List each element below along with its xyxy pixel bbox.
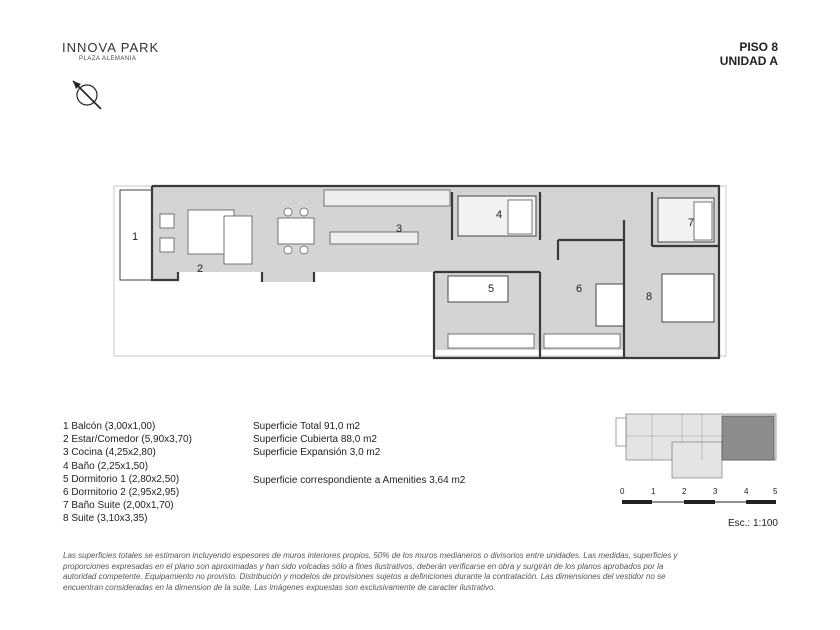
room-number-1: 1 [132,231,139,243]
scale-tick-5: 5 [773,487,778,496]
bedroom-1-bed [448,276,508,302]
floor-plan [112,180,728,360]
room-item: 8 Suite (3,10x3,35) [63,513,148,525]
room-number-4: 4 [496,209,503,221]
scale-tick-1: 1 [651,487,656,496]
kitchen-island [330,232,418,244]
desk-1 [448,334,534,348]
scale-tick-0: 0 [620,487,625,496]
amenities-surface: Superficie correspondiente a Amenities 3,64 m2 [253,475,466,486]
bedroom-2-bed [596,284,624,326]
suite-bed [662,274,714,322]
surface-item: Superficie Cubierta 88,0 m2 [253,434,377,446]
sofa [224,216,252,264]
room-number-5: 5 [488,283,495,295]
room-number-7: 7 [688,217,695,229]
surface-item: Superficie Total 91,0 m2 [253,421,361,432]
room-item: 6 Dormitorio 2 (2,95x2,95) [63,487,180,499]
scale-bar [612,484,782,516]
armchair-bottom [160,238,174,252]
room-item: 3 Cocina (4,25x2,80) [63,447,156,459]
kitchen-counter [324,190,450,206]
room-item: 4 Baño (2,25x1,50) [63,460,149,472]
floor-label: PISO 8 [739,40,778,54]
room-number-2: 2 [197,263,204,275]
brand-name: INNOVA PARK [62,40,160,55]
room-number-6: 6 [576,283,583,295]
armchair-top [160,214,174,228]
room-item: 5 Dormitorio 1 (2,80x2,50) [63,473,180,485]
scale-tick-3: 3 [713,487,718,496]
desk-2 [544,334,620,348]
surface-item: Superficie Expansión 3,0 m2 [253,447,381,459]
unit-label [720,40,778,68]
room-item: 7 Baño Suite (2,00x1,70) [63,500,174,512]
room-list [63,420,192,526]
surface-list [253,420,380,460]
compass-icon [70,78,104,112]
key-plan [612,410,780,482]
scale-tick-2: 2 [682,487,687,496]
dining-table [278,218,314,244]
bathtub-suite [694,202,712,240]
scale-label: Esc.: 1:100 [727,518,778,529]
brand-logo [62,40,159,62]
key-plan-unit-highlight [722,416,774,460]
unit-name: UNIDAD A [719,54,778,68]
disclaimer-text: Las superficies totales se estimaron incluyendo espesores de muros interiores propios, 50% de los muros medianeros o divisorios entre unidades. Las medidas, superficies y proporciones expresadas en el plano son aproximadas y han sido volcadas sólo a fines ilustrativos, deberán verificarse en obra y surgirán de los planos aprobados por la autoridad competente. Equipamiento no provisto. Distribución y modelos de provisiones sujetos a definiciones durante la contratación. Las dimensiones del vestidor no se encuentran consideradas en la dimension de la suite. Las imágenes expuestas son exclusivamente de caracter ilustrativo. [63,551,678,592]
room-item: 1 Balcón (3,00x1,00) [63,421,156,432]
room-item: 2 Estar/Comedor (5,90x3,70) [63,434,192,446]
scale-tick-4: 4 [744,487,749,496]
room-number-8: 8 [646,291,653,303]
brand-subtitle: PLAZA ALEMANIA [79,56,137,62]
room-number-3: 3 [396,223,403,235]
bathtub-1 [508,200,532,234]
